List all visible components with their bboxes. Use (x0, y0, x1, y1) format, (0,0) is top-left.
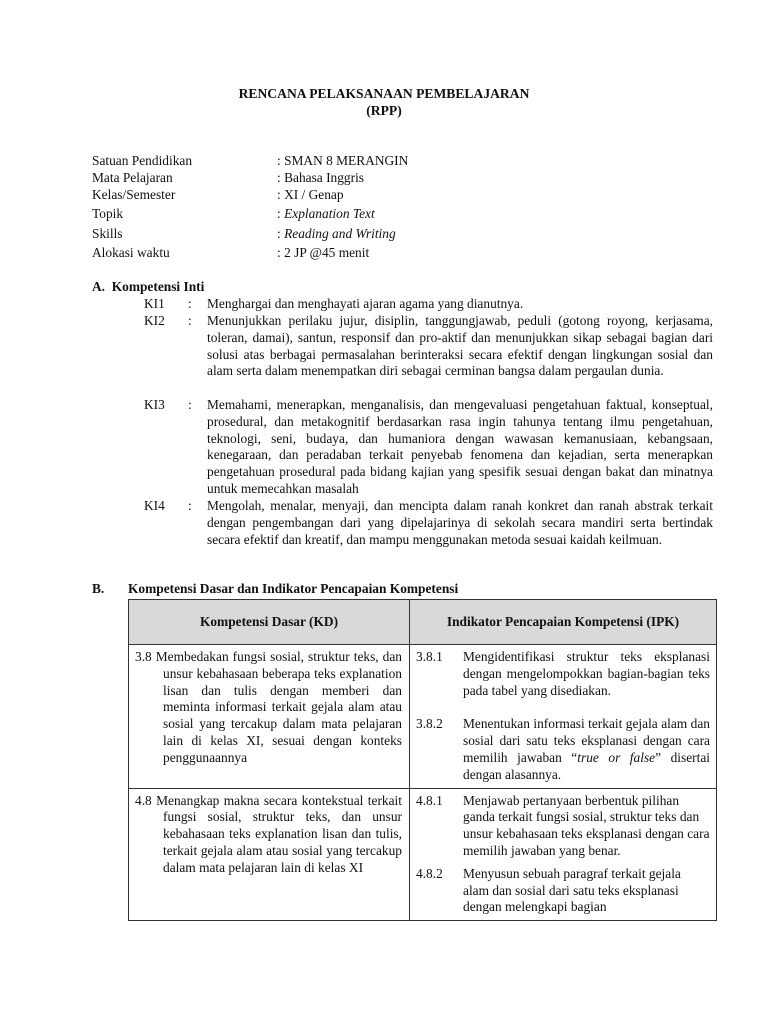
identity-value: : SMAN 8 MERANGIN (277, 153, 409, 168)
identity-value-italic: Explanation Text (284, 206, 375, 221)
ki-text: Menghargai dan menghayati ajaran agama yang dianutnya. (207, 296, 524, 311)
ipk-text: Menjawab pertanyaan berbentuk pilihan ganda terkait fungsi sosial, struktur teks dan unsur kebahasaan teks eksplanasi dengan cara memilih jawaban yang benar. (463, 792, 710, 858)
ki-code: KI3 (144, 397, 165, 412)
ki-colon: : (188, 397, 192, 412)
kd-cell (129, 645, 410, 789)
ipk-text-italic: true or false (577, 749, 656, 765)
identity-value-prefix: : (277, 206, 285, 221)
document-subtitle: (RPP) (366, 103, 402, 118)
ipk-cell (410, 645, 717, 789)
ki-code: KI2 (144, 313, 165, 328)
identity-row (92, 170, 692, 188)
identity-value: : XI / Genap (277, 187, 344, 202)
ipk-item (416, 649, 710, 699)
kd-cell (129, 788, 410, 921)
identity-label: Kelas/Semester (92, 187, 176, 202)
section-b-heading: Kompetensi Dasar dan Indikator Pencapaian Kompetensi (128, 581, 459, 596)
identity-label: Skills (92, 226, 123, 241)
identity-value-prefix: : (277, 226, 285, 241)
identity-row (92, 245, 692, 263)
identity-row (92, 187, 692, 205)
ki-colon: : (188, 498, 192, 513)
ki-text: Mengolah, menalar, menyaji, dan mencipta dalam ranah konkret dan ranah abstrak terkait dengan pengembangan dari yang dipelajarinya di sekolah secara mandiri serta bertindak secara efektif dan kreatif, dan mampu menggunakan metoda sesuai kaidah keilmuan. (207, 498, 713, 547)
ipk-code: 3.8.2 (416, 716, 443, 732)
ipk-item (416, 716, 710, 783)
identity-row (92, 206, 692, 224)
ipk-item (416, 793, 710, 860)
ki-text: Memahami, menerapkan, menganalisis, dan mengevaluasi pengetahuan faktual, konseptual, prosedural, dan metakognitif berdasarkan rasa ingin tahunya tentang ilmu pengetahuan, teknologi, seni, budaya, dan humaniora dengan wawasan kemanusiaan, kebangsaan, kenegaraan, dan peradaban terkait penyebab fenomena dan kejadian, serta menerapkan pengetahuan prosedural pada bidang kajian yang spesifik sesuai dengan bakat dan minatnya untuk memecahkan masalah (207, 397, 713, 496)
table-row (129, 645, 717, 789)
table-header-row (129, 600, 717, 645)
kd-text: 3.8 Membedakan fungsi sosial, struktur teks, dan unsur kebahasaan beberapa teks explanation lisan dan tulis dengan memberi dan meminta informasi terkait gejala alam atau sosial yang tercakup dalam mata pelajaran lain di kelas XI, sesuai dengan konteks penggunaannya (135, 649, 402, 765)
kd-text: 4.8 Menangkap makna secara kontekstual terkait fungsi sosial, struktur teks, dan unsur kebahasaan teks explanation lisan dan tulis, terkait gejala alam atau sosial yang tercakup dalam mata pelajaran lain di kelas XI (135, 792, 402, 875)
ki-code: KI4 (144, 498, 165, 513)
identity-value (277, 206, 375, 223)
identity-label: Satuan Pendidikan (92, 153, 193, 168)
identity-label: Topik (92, 206, 124, 221)
table-header-ipk: Indikator Pencapaian Kompetensi (IPK) (410, 600, 717, 645)
ki-colon: : (188, 313, 192, 328)
ipk-text: Menyusun sebuah paragraf terkait gejala alam dan sosial dari satu teks eksplanasi dengan melengkapi bagian (463, 865, 681, 915)
identity-label: Mata Pelajaran (92, 170, 173, 185)
ipk-code: 4.8.2 (416, 865, 443, 881)
identity-value: : 2 JP @45 menit (277, 245, 370, 260)
ipk-text-part: ” disertai dengan alasannya. (463, 749, 710, 782)
identity-row (92, 153, 692, 171)
table-row (129, 788, 717, 921)
ipk-code: 3.8.1 (416, 649, 443, 664)
ki-code: KI1 (144, 296, 165, 311)
document-title: RENCANA PELAKSANAAN PEMBELAJARAN (238, 86, 530, 101)
ipk-cell (410, 788, 717, 921)
kd-ipk-table (128, 599, 717, 921)
identity-value-italic: Reading and Writing (284, 226, 396, 241)
ki-text: Menunjukkan perilaku jujur, disiplin, tanggungjawab, peduli (gotong royong, kerjasama, toleran, damai), santun, responsif dan pro-aktif dan menunjukkan sikap sebagai bagian dari solusi atas berbagai permasalahan berinteraksi secara efektif dengan lingkungan sosial dan alam serta dalam menempatkan diri sebagai cerminan bangsa dalam pergaulan dunia. (207, 313, 713, 379)
identity-row (92, 226, 692, 244)
section-b-letter: B. (92, 581, 105, 596)
ipk-text (463, 716, 710, 783)
ipk-text-part: Menentukan informasi terkait gejala alam dan sosial dari satu teks eksplanasi dengan cara memilih jawaban “ (463, 716, 710, 765)
ipk-text: Mengidentifikasi struktur teks eksplanasi dengan mengelompokkan bagian-bagian teks pada tabel yang disediakan. (463, 649, 710, 698)
identity-value (277, 226, 396, 243)
ipk-code: 4.8.1 (416, 792, 443, 808)
section-a-heading: A. Kompetensi Inti (92, 279, 205, 294)
table-header-kd: Kompetensi Dasar (KD) (129, 600, 410, 645)
ki-colon: : (188, 296, 192, 311)
identity-label: Alokasi waktu (92, 245, 170, 260)
ipk-item (416, 866, 710, 916)
identity-value: : Bahasa Inggris (277, 170, 365, 185)
